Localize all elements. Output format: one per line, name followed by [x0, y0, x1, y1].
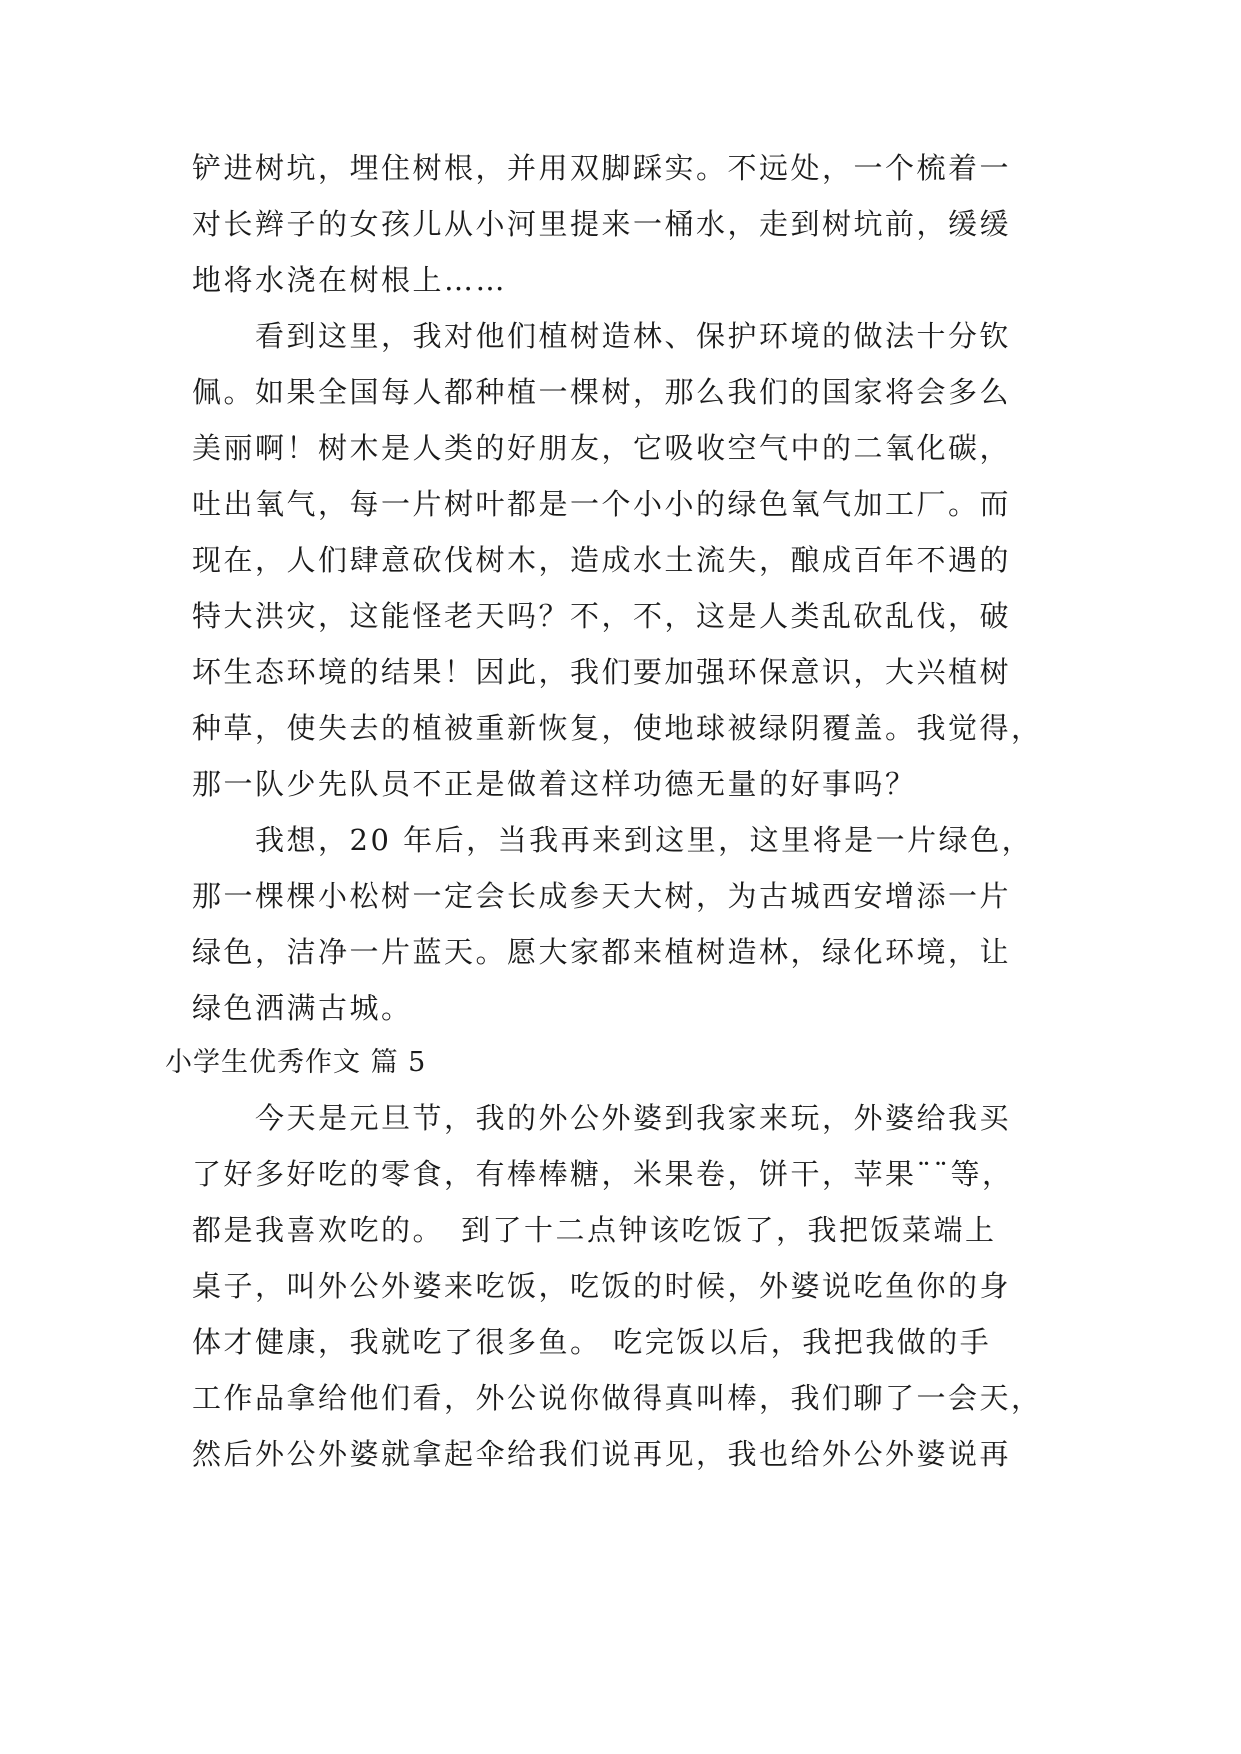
- text-line: 美丽啊！树木是人类的好朋友，它吸收空气中的二氧化碳，: [192, 431, 1012, 465]
- text-line: 种草，使失去的植被重新恢复，使地球被绿阴覆盖。我觉得，: [192, 711, 1043, 745]
- text-line: 那一棵棵小松树一定会长成参天大树，为古城西安增添一片: [192, 879, 1012, 913]
- text-line: 绿色，洁净一片蓝天。愿大家都来植树造林，绿化环境，让: [192, 935, 1012, 969]
- section-heading: 小学生优秀作文 篇 5: [165, 1047, 427, 1078]
- text-line: 吐出氧气，每一片树叶都是一个小小的绿色氧气加工厂。而: [192, 487, 1012, 521]
- text-line: 工作品拿给他们看，外公说你做得真叫棒，我们聊了一会天，: [192, 1381, 1043, 1415]
- text-line: 那一队少先队员不正是做着这样功德无量的好事吗？: [192, 767, 917, 801]
- text-line: 佩。如果全国每人都种植一棵树，那么我们的国家将会多么: [192, 375, 1012, 409]
- text-line: 看到这里，我对他们植树造林、保护环境的做法十分钦: [192, 319, 1012, 353]
- text-line: 特大洪灾，这能怪老天吗？不，不，这是人类乱砍乱伐，破: [192, 599, 1012, 633]
- text-line: 然后外公外婆就拿起伞给我们说再见，我也给外公外婆说再: [192, 1437, 1012, 1471]
- text-line: 都是我喜欢吃的。 到了十二点钟该吃饭了，我把饭菜端上: [192, 1213, 997, 1247]
- text-line: 对长辫子的女孩儿从小河里提来一桶水，走到树坑前，缓缓: [192, 207, 1012, 241]
- text-line: 绿色洒满古城。: [192, 991, 413, 1025]
- text-line: 桌子，叫外公外婆来吃饭，吃饭的时候，外婆说吃鱼你的身: [192, 1269, 1012, 1303]
- text-line: 铲进树坑，埋住树根，并用双脚踩实。不远处，一个梳着一: [192, 151, 1012, 185]
- text-line: 体才健康，我就吃了很多鱼。 吃完饭以后，我把我做的手: [192, 1325, 992, 1359]
- text-line: 了好多好吃的零食，有棒棒糖，米果卷，饼干，苹果¨¨等，: [192, 1157, 1014, 1191]
- text-line: 我想，20 年后，当我再来到这里，这里将是一片绿色，: [192, 823, 1034, 857]
- text-line: 现在，人们肆意砍伐树木，造成水土流失，酿成百年不遇的: [192, 543, 1012, 577]
- text-line: 今天是元旦节，我的外公外婆到我家来玩，外婆给我买: [192, 1101, 1012, 1135]
- text-line: 坏生态环境的结果！因此，我们要加强环保意识，大兴植树: [192, 655, 1012, 689]
- text-line: 地将水浇在树根上……: [192, 263, 508, 297]
